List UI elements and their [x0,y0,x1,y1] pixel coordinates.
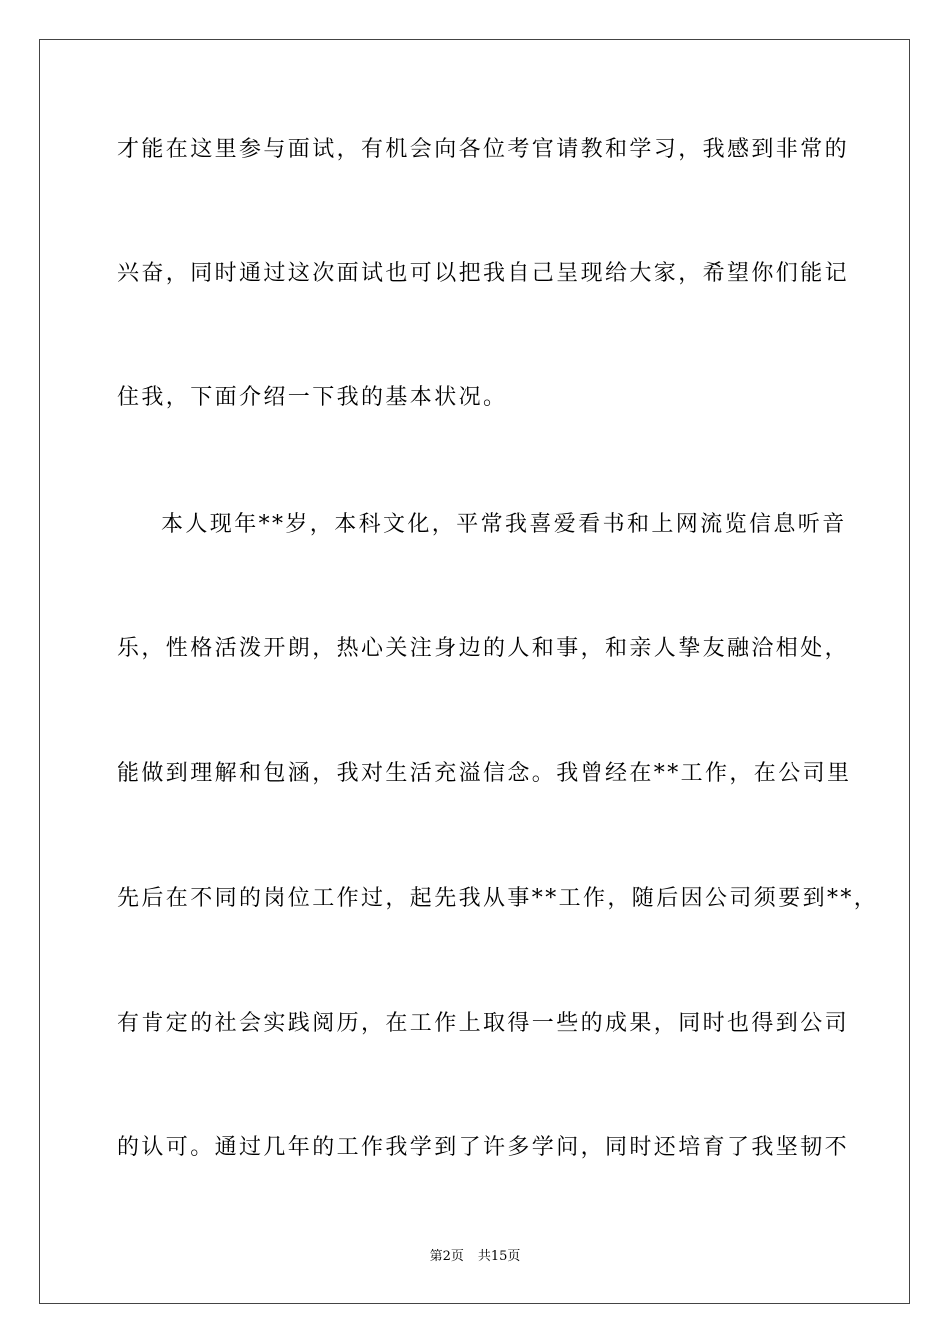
page-number: 第2页 [429,1249,464,1264]
text-line-7: 先后在不同的岗位工作过，起先我从事**工作，随后因公司须要到**， [117,886,879,911]
text-line-2: 兴奋，同时通过这次面试也可以把我自己呈现给大家，希望你们能记 [117,261,850,286]
text-line-9: 的认可。通过几年的工作我学到了许多学问，同时还培育了我坚韧不 [117,1135,850,1160]
text-line-6: 能做到理解和包涵，我对生活充溢信念。我曾经在**工作，在公司里 [117,761,852,786]
text-line-8: 有肯定的社会实践阅历，在工作上取得一些的成果，同时也得到公司 [117,1011,850,1036]
text-line-5: 乐，性格活泼开朗，热心关注身边的人和事，和亲人挚友融洽相处， [117,636,850,661]
page-footer [0,1248,950,1266]
text-line-1: 才能在这里参与面试，有机会向各位考官请教和学习，我感到非常的 [117,137,850,162]
page-border [39,39,910,1304]
text-line-3: 住我，下面介绍一下我的基本状况。 [117,385,508,410]
page-total: 共15页 [477,1249,521,1264]
text-line-4: 本人现年**岁，本科文化，平常我喜爱看书和上网流览信息听音 [161,512,847,537]
